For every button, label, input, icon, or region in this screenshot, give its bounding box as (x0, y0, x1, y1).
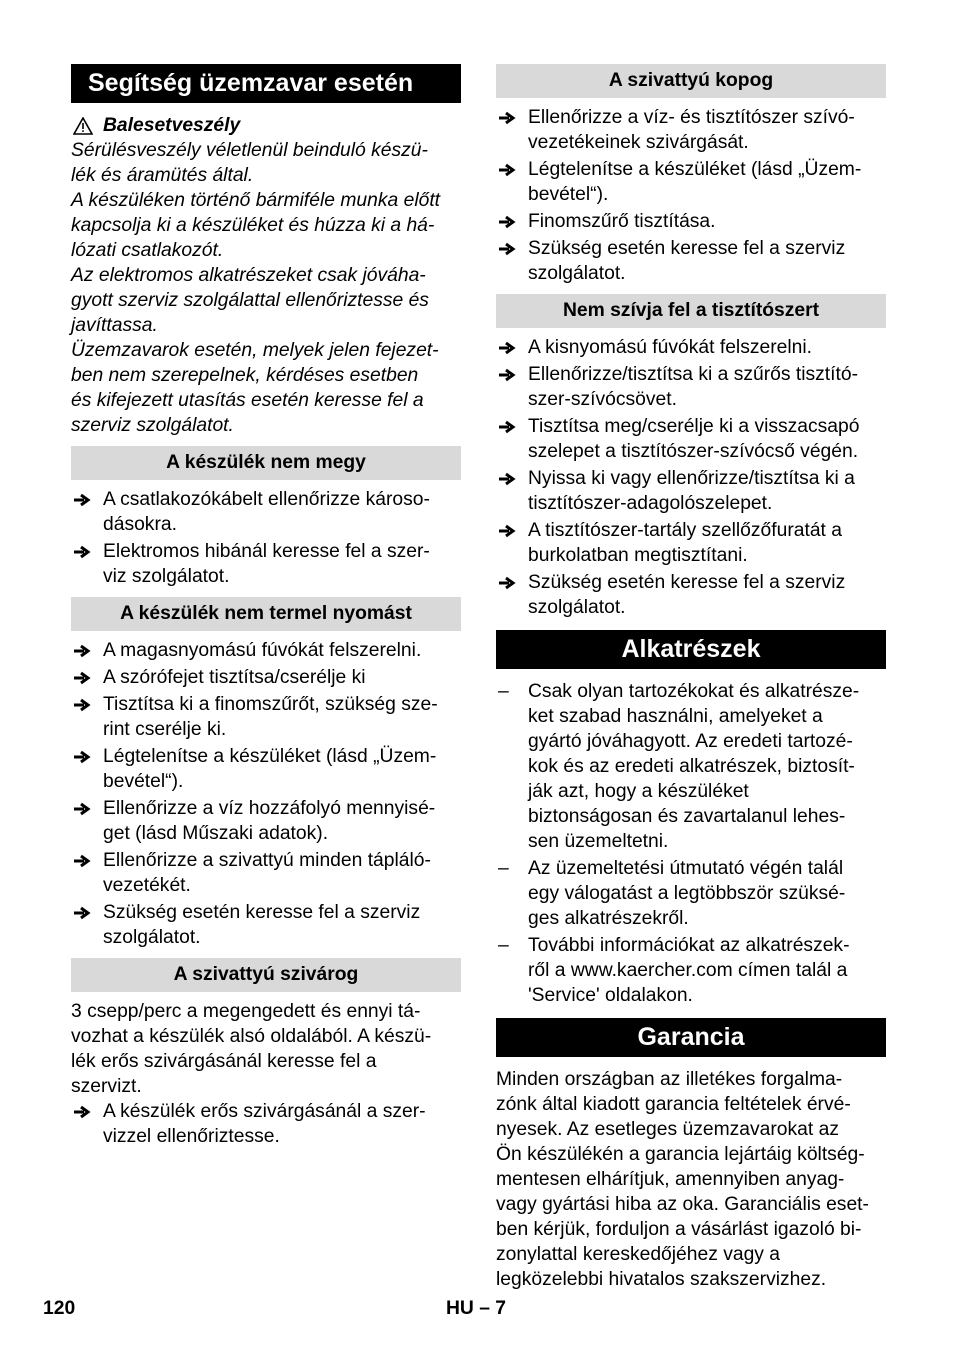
list-item: A tisztítószer-tartály szellőzőfuratát a burkolatban megtisztítani. (496, 518, 886, 568)
subheading-no-pressure: A készülék nem termel nyomást (71, 597, 461, 631)
list-item: Szükség esetén keresse fel a szerviz szolgálatot. (496, 570, 886, 620)
arrow-right-icon (498, 420, 516, 434)
arrow-right-icon (73, 1105, 91, 1119)
left-column (71, 64, 461, 1151)
subheading-device-not-running: A készülék nem megy (71, 446, 461, 480)
subheading-pump-knocks: A szivattyú kopog (496, 64, 886, 98)
warranty-text: Minden országban az illetékes forgalma- zónk által kiadott garancia feltételek érvé- nyesek. Az esetleges üzemzavarokat az Ön készülékén a garancia lejártáig költség- mentesen elhárítjuk, amennyiben anyag- vagy gyártási hiba az oka. Garanciális eset- ben kérjük, forduljon a vásárlást igazoló bi- zonylattal kereskedőjéhez vagy a legközelebbi hivatalos szakszervizhez. (496, 1069, 869, 1290)
list-item: A csatlakozókábelt ellenőrizze károso- dásokra. (71, 487, 461, 537)
arrow-right-icon (498, 576, 516, 590)
list-item: Légtelenítse a készüléket (lásd „Üzem- bevétel“). (71, 744, 461, 794)
subheading-no-detergent: Nem szívja fel a tisztítószert (496, 294, 886, 328)
section-title-warranty: Garancia (496, 1018, 886, 1057)
list-item: A kisnyomású fúvókát felszerelni. (496, 335, 886, 360)
pump-leaks-text: 3 csepp/perc a megengedett és ennyi tá- vozhat a készülék alsó oldalából. A készü- lék erős szivárgásánál keresse fel a szervizt. (71, 1001, 432, 1097)
right-column (496, 64, 886, 1292)
list-parts (496, 679, 886, 1008)
arrow-right-icon (73, 698, 91, 712)
arrow-right-icon (498, 472, 516, 486)
warning-text: Sérülésveszély véletlenül beinduló készü- lék és áramütés által. A készüléken történő bármiféle munka előtt kapcsolja ki a készüléket és húzza ki a há- lózati csatlakozót. Az elektromos alkatrészeket csak jóváha- gyott szerviz szolgálattal ellenőriztesse és javíttassa. Üzemzavarok esetén, melyek jelen fejezet- ben nem szerepelnek, kérdéses esetben és kifejezett utasítás esetén keresse fel a szerviz szolgálatot. (71, 140, 441, 436)
arrow-right-icon (73, 750, 91, 764)
arrow-right-icon (498, 215, 516, 229)
list-item: Elektromos hibánál keresse fel a szer- viz szolgálatot. (71, 539, 461, 589)
subheading-pump-leaks: A szivattyú szivárog (71, 958, 461, 992)
list-item: Ellenőrizze a víz- és tisztítószer szívó- vezetékeinek szivárgását. (496, 105, 886, 155)
list-item: A szórófejet tisztítsa/cserélje ki (71, 665, 461, 690)
list-item: A készülék erős szivárgásánál a szer- vizzel ellenőriztesse. (71, 1099, 461, 1149)
list-item: Szükség esetén keresse fel a szerviz szolgálatot. (496, 236, 886, 286)
list-no-detergent (496, 335, 886, 620)
list-item: Szükség esetén keresse fel a szerviz szolgálatot. (71, 900, 461, 950)
list-no-pressure (71, 638, 461, 950)
warning-heading (71, 113, 461, 138)
list-item: Ellenőrizze a szivattyú minden tápláló- vezetékét. (71, 848, 461, 898)
dash-marker: – (498, 681, 509, 702)
language-page-label: HU – 7 (446, 1298, 507, 1319)
section-title-parts: Alkatrészek (496, 630, 886, 669)
list-item: Légtelenítse a készüléket (lásd „Üzem- bevétel“). (496, 157, 886, 207)
list-item: A magasnyomású fúvókát felszerelni. (71, 638, 461, 663)
arrow-right-icon (73, 545, 91, 559)
arrow-right-icon (73, 644, 91, 658)
arrow-right-icon (73, 854, 91, 868)
list-item: – További információkat az alkatrészek- ről a www.kaercher.com címen talál a 'Service' oldalakon. (498, 935, 850, 1006)
page-number: 120 (43, 1298, 76, 1319)
list-item: Ellenőrizze a víz hozzáfolyó mennyisé- get (lásd Műszaki adatok). (71, 796, 461, 846)
dash-marker: – (498, 858, 509, 879)
arrow-right-icon (498, 524, 516, 538)
arrow-right-icon (73, 493, 91, 507)
arrow-right-icon (498, 242, 516, 256)
arrow-right-icon (73, 906, 91, 920)
arrow-right-icon (73, 802, 91, 816)
section-title-troubleshooting: Segítség üzemzavar esetén (71, 64, 461, 103)
list-item: Tisztítsa meg/cserélje ki a visszacsapó szelepet a tisztítószer-szívócső végén. (496, 414, 886, 464)
list-device-not-running (71, 487, 461, 589)
dash-marker: – (498, 935, 509, 956)
list-item: Tisztítsa ki a finomszűrőt, szükség sze- rint cserélje ki. (71, 692, 461, 742)
arrow-right-icon (498, 111, 516, 125)
list-item: Nyissa ki vagy ellenőrizze/tisztítsa ki a tisztítószer-adagolószelepet. (496, 466, 886, 516)
warning-triangle-icon (73, 117, 93, 135)
arrow-right-icon (498, 163, 516, 177)
arrow-right-icon (73, 671, 91, 685)
list-pump-knocks (496, 105, 886, 286)
arrow-right-icon (498, 341, 516, 355)
list-item: – Csak olyan tartozékokat és alkatrésze- ket szabad használni, amelyeket a gyártó jóváhagyott. Az eredeti tartozé- kok és az eredeti alkatrészek, biztosít- ják azt, hogy a készüléket biztonságosan és zavartalanul lehes- sen üzemeltetni. (498, 681, 860, 852)
list-pump-leaks (71, 1099, 461, 1149)
list-item: Ellenőrizze/tisztítsa ki a szűrős tisztító- szer-szívócsövet. (496, 362, 886, 412)
arrow-right-icon (498, 368, 516, 382)
list-item: Finomszűrő tisztítása. (496, 209, 886, 234)
list-item: – Az üzemeltetési útmutató végén talál egy válogatást a legtöbbször szüksé- ges alkatrészekről. (498, 858, 846, 929)
warning-label: Balesetveszély (103, 115, 241, 136)
